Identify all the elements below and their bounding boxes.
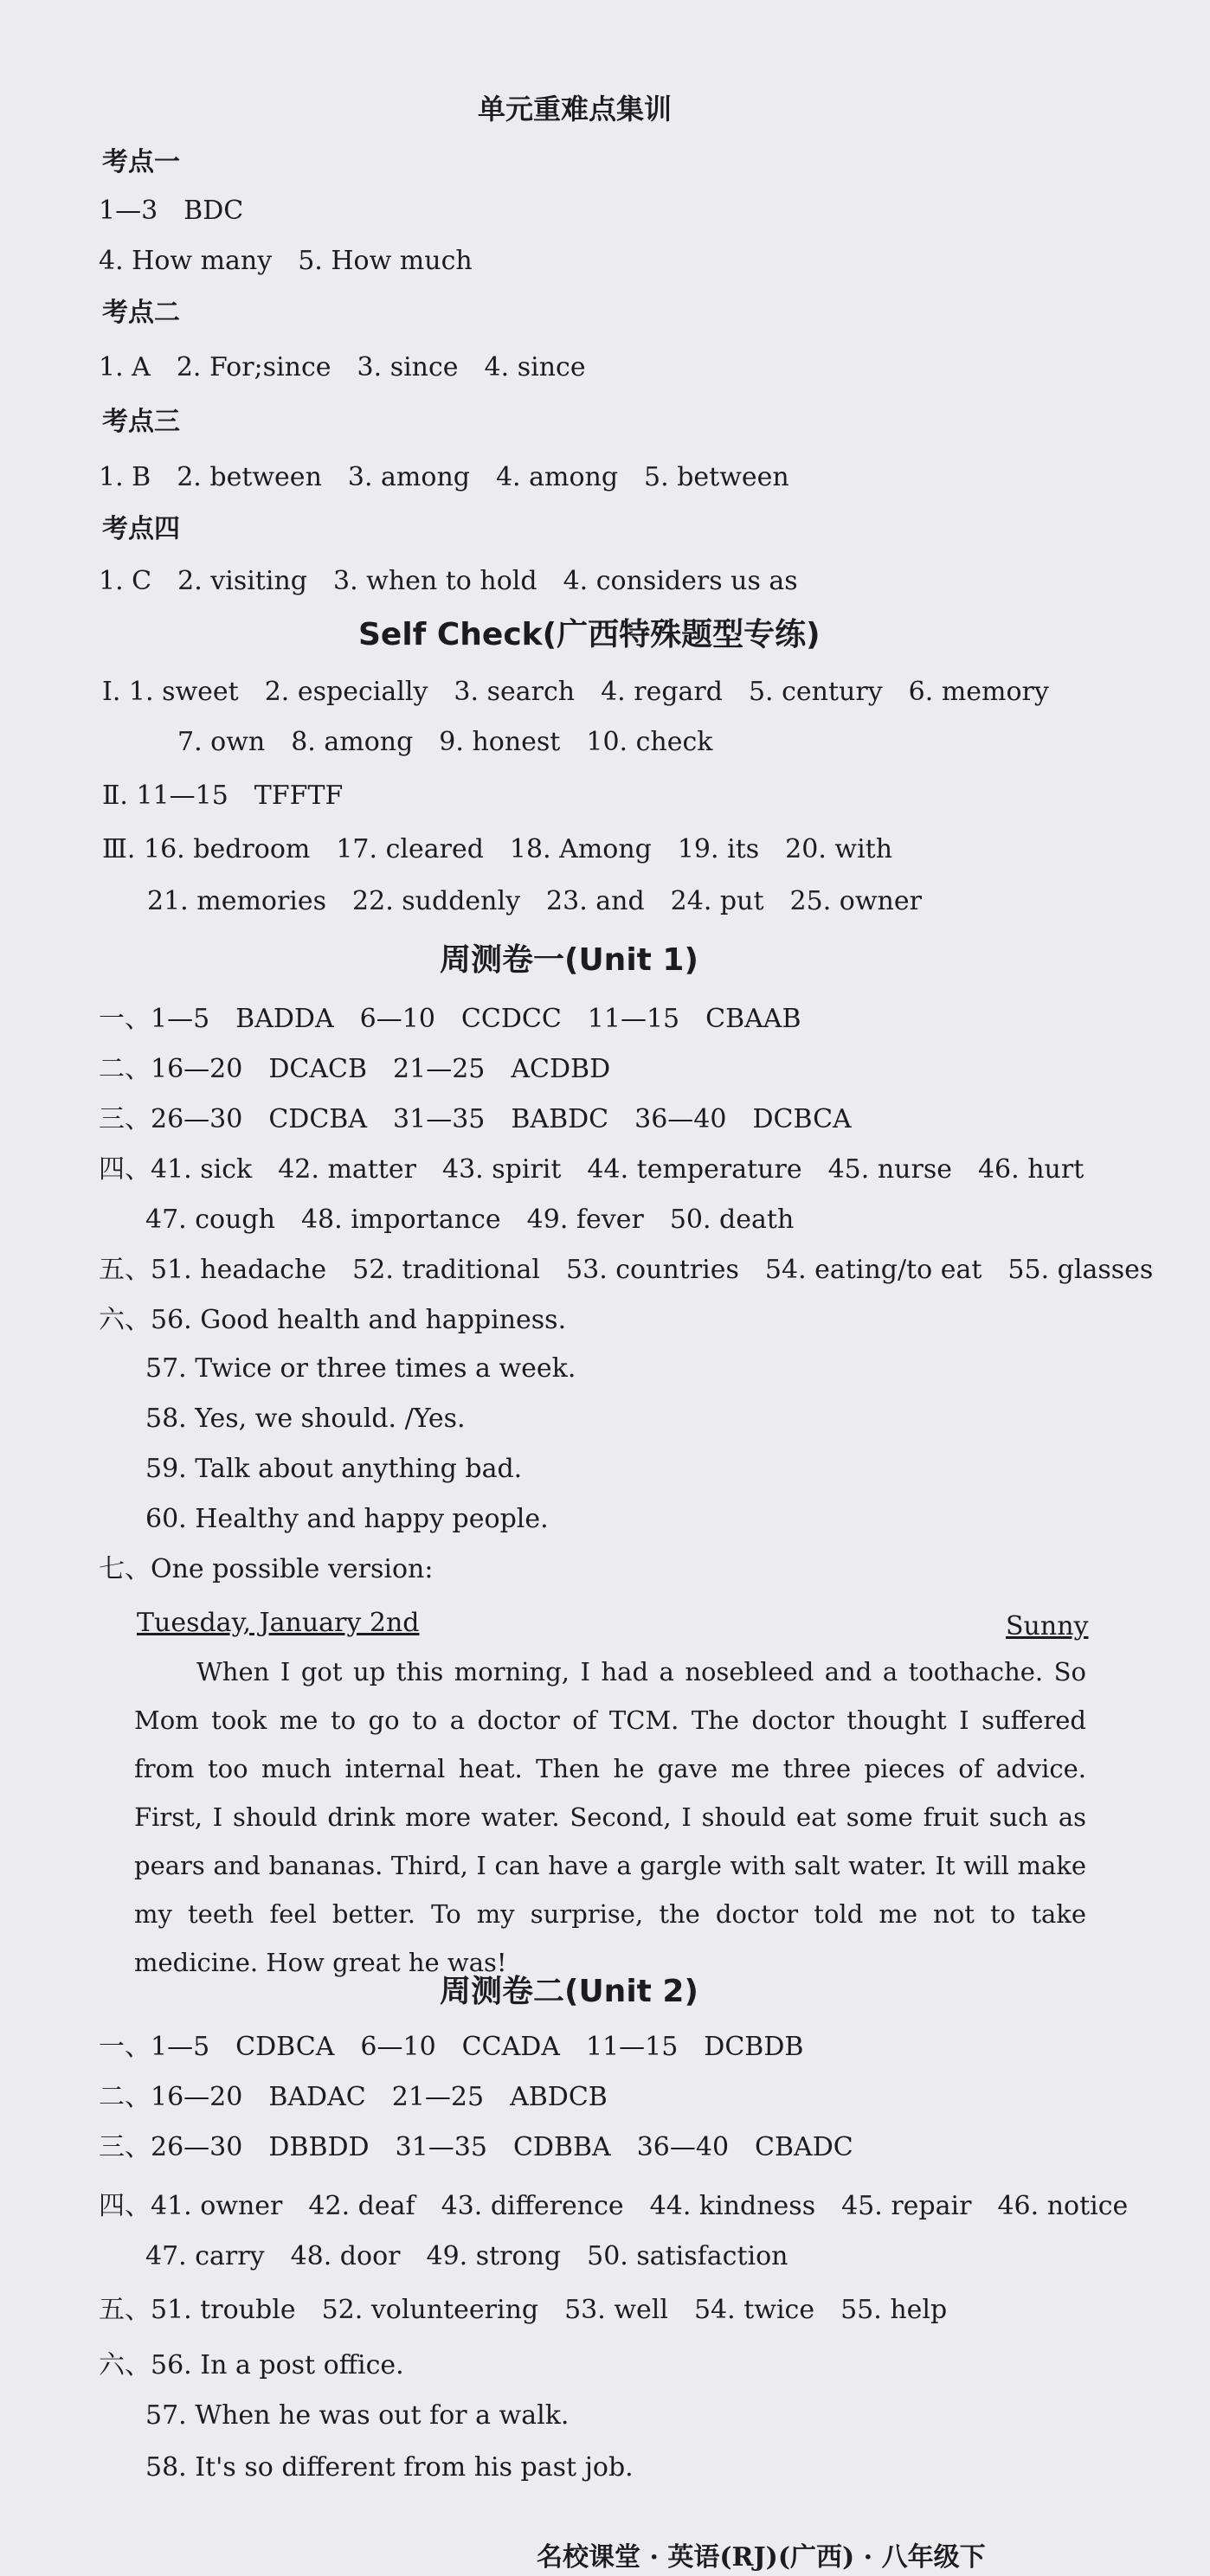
diary-essay <box>134 1648 1086 1987</box>
page-footer: 名校课堂 · 英语(RJ)(广西) · 八年级下 <box>537 2542 986 2573</box>
unit-1-section-7: 七、One possible version: <box>99 1554 434 1584</box>
kaodian-4-line-1: 1. C 2. visiting 3. when to hold 4. considers us as <box>99 566 798 596</box>
diary-date: Tuesday, January 2nd <box>137 1608 420 1638</box>
kaodian-2-label: 考点二 <box>102 298 180 328</box>
self-check-title: Self Check(广西特殊题型专练) <box>358 617 821 652</box>
unit-1-section-4a: 四、41. sick 42. matter 43. spirit 44. temperature 45. nurse 46. hurt <box>99 1154 1084 1185</box>
unit-1-section-6c: 58. Yes, we should. /Yes. <box>145 1404 466 1434</box>
kaodian-1-label: 考点一 <box>102 147 180 177</box>
diary-essay-text: When I got up this morning, I had a nosebleed and a toothache. So Mom took me to go to a doctor of TCM. The doctor thought I suffered from too much internal heat. Then he gave me three pieces of advice. First, I should drink more water. Second, I should eat some fruit such as pears and bananas. Third, I can have a gargle with salt water. It will make my teeth feel better. To my surprise, the doctor told me not to take medicine. How great he was! <box>134 1657 1086 1977</box>
unit-2-section-5: 五、51. trouble 52. volunteering 53. well 54. twice 55. help <box>99 2295 948 2325</box>
kaodian-1-line-1: 1—3 BDC <box>99 196 244 226</box>
unit-2-section-1: 一、1—5 CDBCA 6—10 CCADA 11—15 DCBDB <box>99 2032 804 2062</box>
self-check-row-3a: Ⅲ. 16. bedroom 17. cleared 18. Among 19. its 20. with <box>102 834 893 864</box>
unit-2-section-6c: 58. It's so different from his past job. <box>145 2452 634 2483</box>
unit-1-section-6b: 57. Twice or three times a week. <box>145 1353 576 1384</box>
kaodian-2-line-1: 1. A 2. For;since 3. since 4. since <box>99 352 586 382</box>
unit-2-section-6b: 57. When he was out for a walk. <box>145 2400 570 2431</box>
unit-1-section-6a: 六、56. Good health and happiness. <box>99 1305 567 1335</box>
unit-1-section-1: 一、1—5 BADDA 6—10 CCDCC 11—15 CBAAB <box>99 1004 801 1034</box>
unit-2-title: 周测卷二(Unit 2) <box>440 1974 698 2009</box>
unit-1-section-2: 二、16—20 DCACB 21—25 ACDBD <box>99 1054 611 1084</box>
unit-1-section-3: 三、26—30 CDCBA 31—35 BABDC 36—40 DCBCA <box>99 1104 852 1134</box>
unit-2-section-2: 二、16—20 BADAC 21—25 ABDCB <box>99 2082 608 2112</box>
unit-2-section-3: 三、26—30 DBBDD 31—35 CDBBA 36—40 CBADC <box>99 2132 853 2162</box>
self-check-row-1b: 7. own 8. among 9. honest 10. check <box>177 727 713 757</box>
kaodian-4-label: 考点四 <box>102 514 180 544</box>
unit-1-section-5: 五、51. headache 52. traditional 53. countries 54. eating/to eat 55. glasses <box>99 1255 1154 1285</box>
unit-2-section-6a: 六、56. In a post office. <box>99 2350 404 2380</box>
unit-2-section-4a: 四、41. owner 42. deaf 43. difference 44. kindness 45. repair 46. notice <box>99 2191 1129 2221</box>
unit-2-section-4b: 47. carry 48. door 49. strong 50. satisfaction <box>145 2241 788 2271</box>
diary-weather: Sunny <box>1006 1611 1089 1641</box>
unit-1-section-6e: 60. Healthy and happy people. <box>145 1504 549 1534</box>
unit-1-section-6d: 59. Talk about anything bad. <box>145 1454 523 1484</box>
page-title: 单元重难点集训 <box>478 93 673 125</box>
kaodian-1-line-2: 4. How many 5. How much <box>99 246 473 276</box>
unit-1-section-4b: 47. cough 48. importance 49. fever 50. death <box>145 1204 795 1235</box>
self-check-row-3b: 21. memories 22. suddenly 23. and 24. put 25. owner <box>147 886 922 916</box>
unit-1-title: 周测卷一(Unit 1) <box>440 942 698 978</box>
kaodian-3-line-1: 1. B 2. between 3. among 4. among 5. between <box>99 462 789 492</box>
kaodian-3-label: 考点三 <box>102 407 180 437</box>
self-check-row-1a: Ⅰ. 1. sweet 2. especially 3. search 4. regard 5. century 6. memory <box>102 677 1049 707</box>
self-check-row-2: Ⅱ. 11—15 TFFTF <box>102 781 344 811</box>
